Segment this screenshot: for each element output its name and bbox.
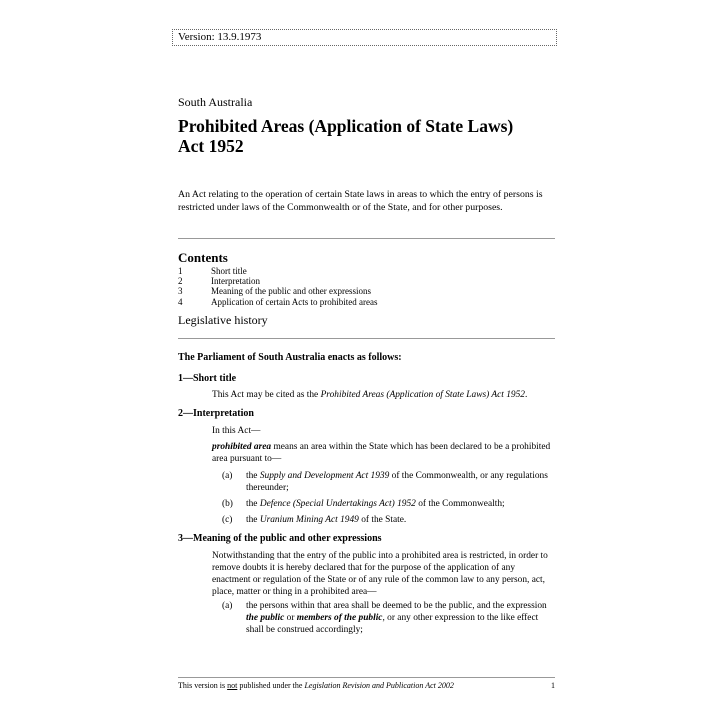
section-3-text: Notwithstanding that the entry of the public into a prohibited area is restricted, in order to remove doubts it is hereby declared that for the purpose of the application of any enactment or regulation of the State or of any rule of the common law to any person, act, place, matter or thing in a prohibited area— — [212, 551, 548, 597]
section-2-heading: 2—Interpretation — [178, 408, 254, 419]
act-citation: Defence (Special Undertakings Act) 1952 — [259, 499, 416, 509]
text-run: of the Commonwealth; — [415, 499, 505, 509]
act-citation: Legislation Revision and Publication Act 2002 — [304, 681, 454, 690]
defined-term: the public — [246, 613, 285, 623]
emphasis-not: not — [227, 681, 238, 690]
definition-item — [222, 498, 552, 510]
toc-number: 4 — [178, 296, 183, 307]
defined-term: members of the public — [296, 613, 383, 623]
page-footer — [178, 681, 555, 690]
legislative-history-link[interactable]: Legislative history — [178, 313, 268, 327]
item-text — [246, 498, 505, 510]
text-run: the — [246, 471, 260, 481]
act-citation: Prohibited Areas (Application of State Laws) Act 1952 — [320, 390, 525, 400]
definition-item — [222, 514, 552, 526]
text-run: This version is — [178, 681, 228, 690]
section-3-item-a — [222, 600, 552, 636]
toc-label: Short title — [211, 266, 247, 276]
definition-prohibited-area — [212, 441, 552, 465]
footer-note — [178, 681, 454, 690]
toc-number: 2 — [178, 276, 183, 287]
section-1-text — [212, 389, 552, 401]
item-text — [246, 600, 552, 636]
enacting-formula: The Parliament of South Australia enacts as follows: — [178, 352, 402, 363]
text-run: This Act may be cited as the — [212, 390, 321, 400]
section-3-heading: 3—Meaning of the public and other expressions — [178, 533, 382, 544]
page-number: 1 — [551, 681, 555, 690]
divider — [178, 338, 555, 339]
contents-heading: Contents — [178, 250, 228, 265]
version-header: Version: 13.9.1973 — [172, 29, 557, 46]
toc-item[interactable] — [178, 276, 558, 286]
toc-item[interactable] — [178, 297, 558, 307]
definition-text: means an area within the State which has been declared to be a prohibited area pursuant to— — [212, 442, 551, 464]
defined-term: prohibited area — [212, 442, 272, 452]
long-title: An Act relating to the operation of certain State laws in areas to which the entry of persons is restricted under laws of the Commonwealth or of the State, and for other purposes. — [178, 189, 543, 213]
item-label: (c) — [222, 515, 233, 525]
toc-label: Interpretation — [211, 276, 260, 287]
item-text — [246, 514, 406, 526]
toc-number: 1 — [178, 266, 183, 276]
toc-item[interactable] — [178, 286, 558, 296]
act-title — [178, 116, 558, 156]
text-run: the — [246, 499, 260, 509]
item-label: (a) — [222, 601, 233, 611]
text-run: or — [284, 613, 297, 623]
item-label: (b) — [222, 499, 233, 509]
definition-item — [222, 470, 552, 494]
text-run: the persons within that area shall be deemed to be the public, and the expression — [246, 601, 547, 611]
contents-list — [178, 266, 558, 307]
divider — [178, 238, 555, 239]
text-run: , or any other expression to the like effect shall be construed accordingly; — [246, 613, 539, 635]
text-run: . — [524, 390, 528, 400]
jurisdiction: South Australia — [178, 95, 253, 109]
item-text — [246, 470, 552, 494]
act-citation: Uranium Mining Act 1949 — [259, 515, 359, 525]
text-run: of the Commonwealth, or any regulations thereunder; — [246, 471, 548, 493]
item-label: (a) — [222, 471, 233, 481]
text-run: the — [246, 515, 260, 525]
section-1-heading: 1—Short title — [178, 373, 237, 384]
text-run: published under the — [237, 681, 305, 690]
toc-label: Meaning of the public and other expressions — [211, 286, 371, 297]
toc-number: 3 — [178, 286, 183, 297]
act-title-line2: Act 1952 — [178, 136, 244, 156]
text-run: of the State. — [358, 515, 407, 525]
toc-label: Application of certain Acts to prohibited areas — [211, 296, 378, 307]
section-2-intro: In this Act— — [212, 426, 261, 436]
act-title-line1: Prohibited Areas (Application of State Laws) — [178, 116, 514, 136]
act-citation: Supply and Development Act 1939 — [259, 471, 390, 481]
toc-item[interactable] — [178, 266, 558, 276]
footer-divider — [178, 677, 555, 678]
